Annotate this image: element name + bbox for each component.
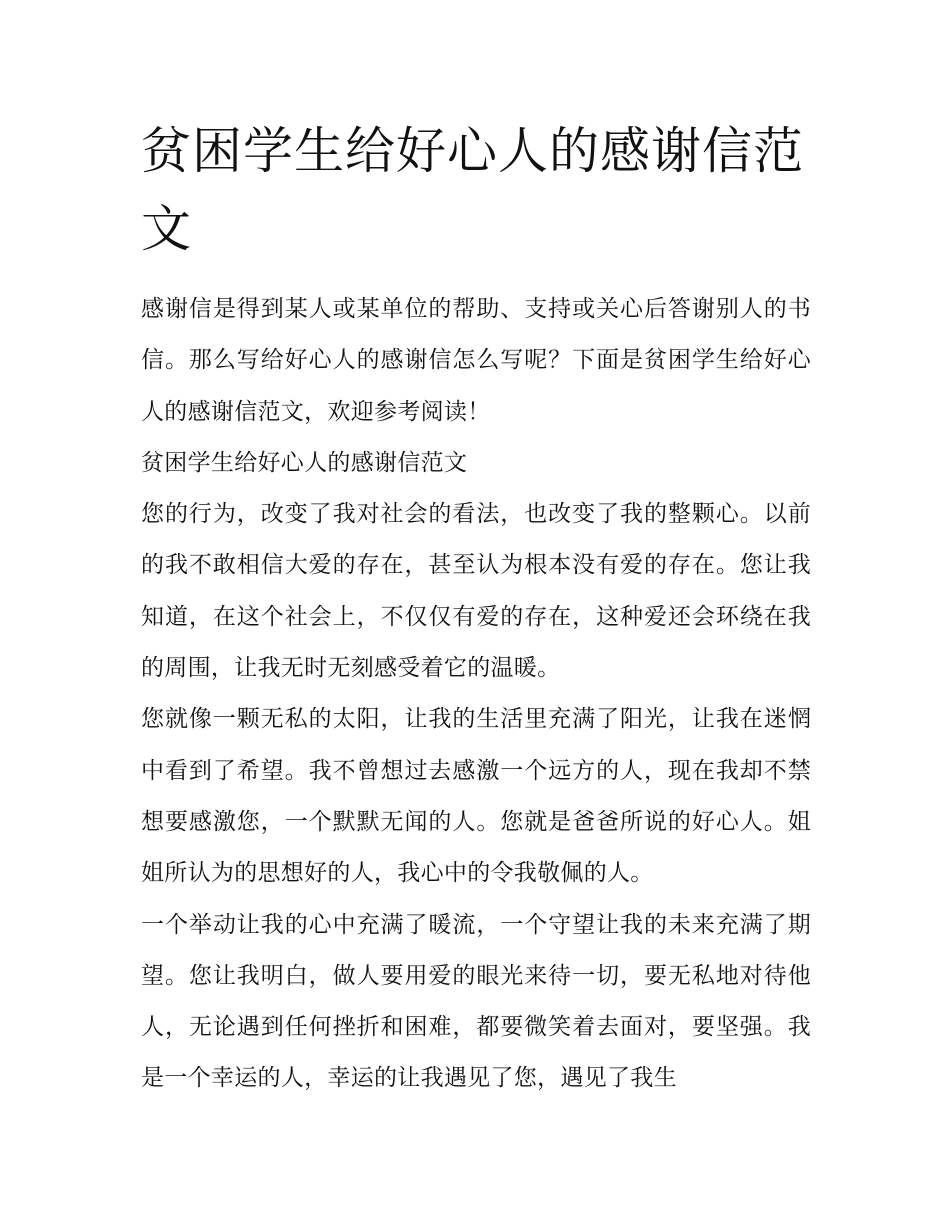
body-paragraph: 您就像一颗无私的太阳，让我的生活里充满了阳光，让我在迷惘中看到了希望。我不曾想过去感激一个远方的人，现在我却不禁想要感激您，一个默默无闻的人。您就是爸爸所说的好心人。姐姐所认为的思想好的人，我心中的令我敬佩的人。 <box>141 706 811 887</box>
body-paragraph: 一个举动让我的心中充满了暖流，一个守望让我的未来充满了期望。您让我明白，做人要用爱的眼光来待一切，要无私地对待他人，无论遇到任何挫折和困难，都要微笑着去面对，要坚强。我是一个幸运的人，幸运的让我遇见了您，遇见了我生 <box>141 911 811 1092</box>
document-page <box>141 112 811 1105</box>
intro-paragraph: 感谢信是得到某人或某单位的帮助、支持或关心后答谢别人的书信。那么写给好心人的感谢信怎么写呢？下面是贫困学生给好心人的感谢信范文，欢迎参考阅读！ <box>141 296 811 425</box>
document-body <box>141 284 811 1105</box>
document-title: 贫困学生给好心人的感谢信范文 <box>141 122 804 258</box>
section-heading: 贫困学生给好心人的感谢信范文 <box>141 449 468 476</box>
body-paragraph: 您的行为，改变了我对社会的看法，也改变了我的整颗心。以前的我不敢相信大爱的存在，甚至认为根本没有爱的存在。您让我知道，在这个社会上，不仅仅有爱的存在，这种爱还会环绕在我的周围，让我无时无刻感受着它的温暖。 <box>141 501 811 682</box>
